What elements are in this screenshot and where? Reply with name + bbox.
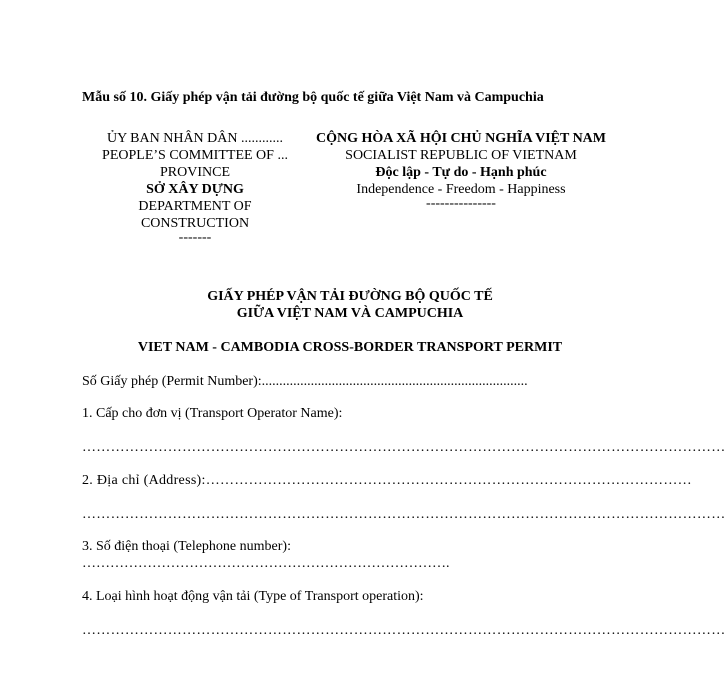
province-label: PROVINCE xyxy=(159,165,230,180)
national-motto-block xyxy=(305,130,617,210)
motto-en: Independence - Freedom - Happiness xyxy=(356,182,566,197)
committee-vi: ỦY BAN NHÂN DÂN ............ xyxy=(106,131,284,146)
committee-en: PEOPLE’S COMMITTEE OF ... xyxy=(102,148,288,163)
document-title-line2: GIỮA VIỆT NAM VÀ CAMPUCHIA xyxy=(236,306,464,321)
motto-vi: Độc lập - Tự do - Hạnh phúc xyxy=(375,165,547,180)
permit-number-field: Số Giấy phép (Permit Number):............................................................................ xyxy=(82,374,528,389)
form-title: Mẫu số 10. Giấy phép vận tải đường bộ quốc tế giữa Việt Nam và Campuchia xyxy=(82,90,544,105)
operator-name-label: 1. Cấp cho đơn vị (Transport Operator Name): xyxy=(82,406,343,421)
issuing-authority-block xyxy=(82,130,308,244)
transport-operation-label: 4. Loại hình hoạt động vận tải (Type of Transport operation): xyxy=(82,589,424,604)
address-field: 2. Địa chỉ (Address):………………………………………………………………………………………… xyxy=(82,473,692,488)
document-title-line1: GIẤY PHÉP VẬN TẢI ĐƯỜNG BỘ QUỐC TẾ xyxy=(207,289,493,304)
left-divider: ------- xyxy=(178,230,212,245)
telephone-fill-line: ……………………………………………………………………. xyxy=(82,556,450,571)
country-name-vi: CỘNG HÒA XÃ HỘI CHỦ NGHĨA VIỆT NAM xyxy=(315,131,606,146)
country-name-en: SOCIALIST REPUBLIC OF VIETNAM xyxy=(345,148,577,163)
telephone-label: 3. Số điện thoại (Telephone number): xyxy=(82,539,291,554)
address-fill-line: ……………………………………………………………………………………………………………………… xyxy=(82,507,726,522)
department-en-2: CONSTRUCTION xyxy=(140,216,250,231)
department-en-1: DEPARTMENT OF xyxy=(138,199,252,214)
document-title-english: VIET NAM - CAMBODIA CROSS-BORDER TRANSPORT PERMIT xyxy=(137,340,563,355)
transport-operation-fill-line: ……………………………………………………………………………………………………………………… xyxy=(82,623,726,638)
right-divider: --------------- xyxy=(426,196,496,211)
operator-name-fill-line: ……………………………………………………………………………………………………………………… xyxy=(82,440,726,455)
department-vi: SỞ XÂY DỰNG xyxy=(146,182,244,197)
